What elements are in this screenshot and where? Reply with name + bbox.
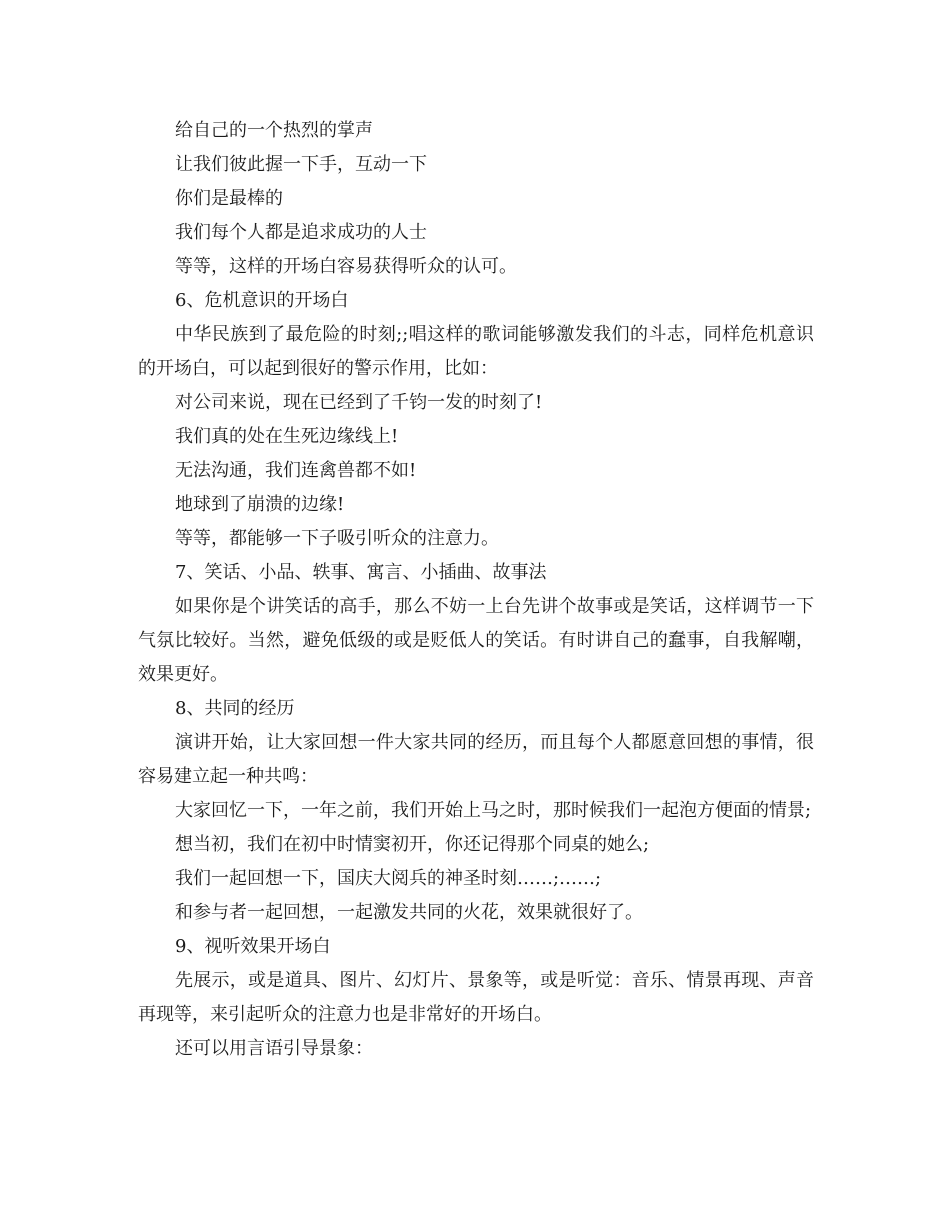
paragraph: 想当初，我们在初中时情窦初开，你还记得那个同桌的她么; (175, 834, 650, 855)
paragraph: 中华民族到了最危险的时刻;;唱这样的歌词能够激发我们的斗志，同样危机意识的开场白，可以起到很好的警示作用，比如： (138, 324, 814, 379)
section-heading: 9、视听效果开场白 (175, 936, 331, 957)
document-body (138, 114, 814, 1066)
paragraph: 和参与者一起回想，一起激发共同的火花，效果就很好了。 (175, 902, 643, 923)
paragraph: 我们每个人都是追求成功的人士 (175, 222, 427, 243)
section-heading: 8、共同的经历 (175, 698, 295, 719)
paragraph: 等等，这样的开场白容易获得听众的认可。 (175, 256, 517, 277)
paragraph: 先展示，或是道具、图片、幻灯片、景象等，或是听觉：音乐、情景再现、声音再现等，来引起听众的注意力也是非常好的开场白。 (138, 970, 814, 1025)
paragraph: 让我们彼此握一下手，互动一下 (175, 154, 427, 175)
paragraph: 还可以用言语引导景象： (175, 1038, 373, 1059)
paragraph: 等等，都能够一下子吸引听众的注意力。 (175, 528, 499, 549)
paragraph: 无法沟通，我们连禽兽都不如! (175, 460, 417, 481)
paragraph: 我们真的处在生死边缘线上! (175, 426, 399, 447)
paragraph: 你们是最棒的 (175, 188, 283, 209)
paragraph: 对公司来说，现在已经到了千钧一发的时刻了! (175, 392, 543, 413)
paragraph: 如果你是个讲笑话的高手，那么不妨一上台先讲个故事或是笑话，这样调节一下气氛比较好。当然，避免低级的或是贬低人的笑话。有时讲自己的蠢事，自我解嘲，效果更好。 (138, 596, 814, 685)
paragraph: 演讲开始，让大家回想一件大家共同的经历，而且每个人都愿意回想的事情，很容易建立起一种共鸣： (138, 732, 814, 787)
section-heading: 6、危机意识的开场白 (175, 290, 349, 311)
section-heading: 7、笑话、小品、轶事、寓言、小插曲、故事法 (175, 562, 547, 583)
paragraph: 大家回忆一下，一年之前，我们开始上马之时，那时候我们一起泡方便面的情景; (175, 800, 812, 821)
paragraph: 我们一起回想一下，国庆大阅兵的神圣时刻……;……; (175, 868, 602, 889)
paragraph: 给自己的一个热烈的掌声 (175, 120, 373, 141)
paragraph: 地球到了崩溃的边缘! (175, 494, 345, 515)
